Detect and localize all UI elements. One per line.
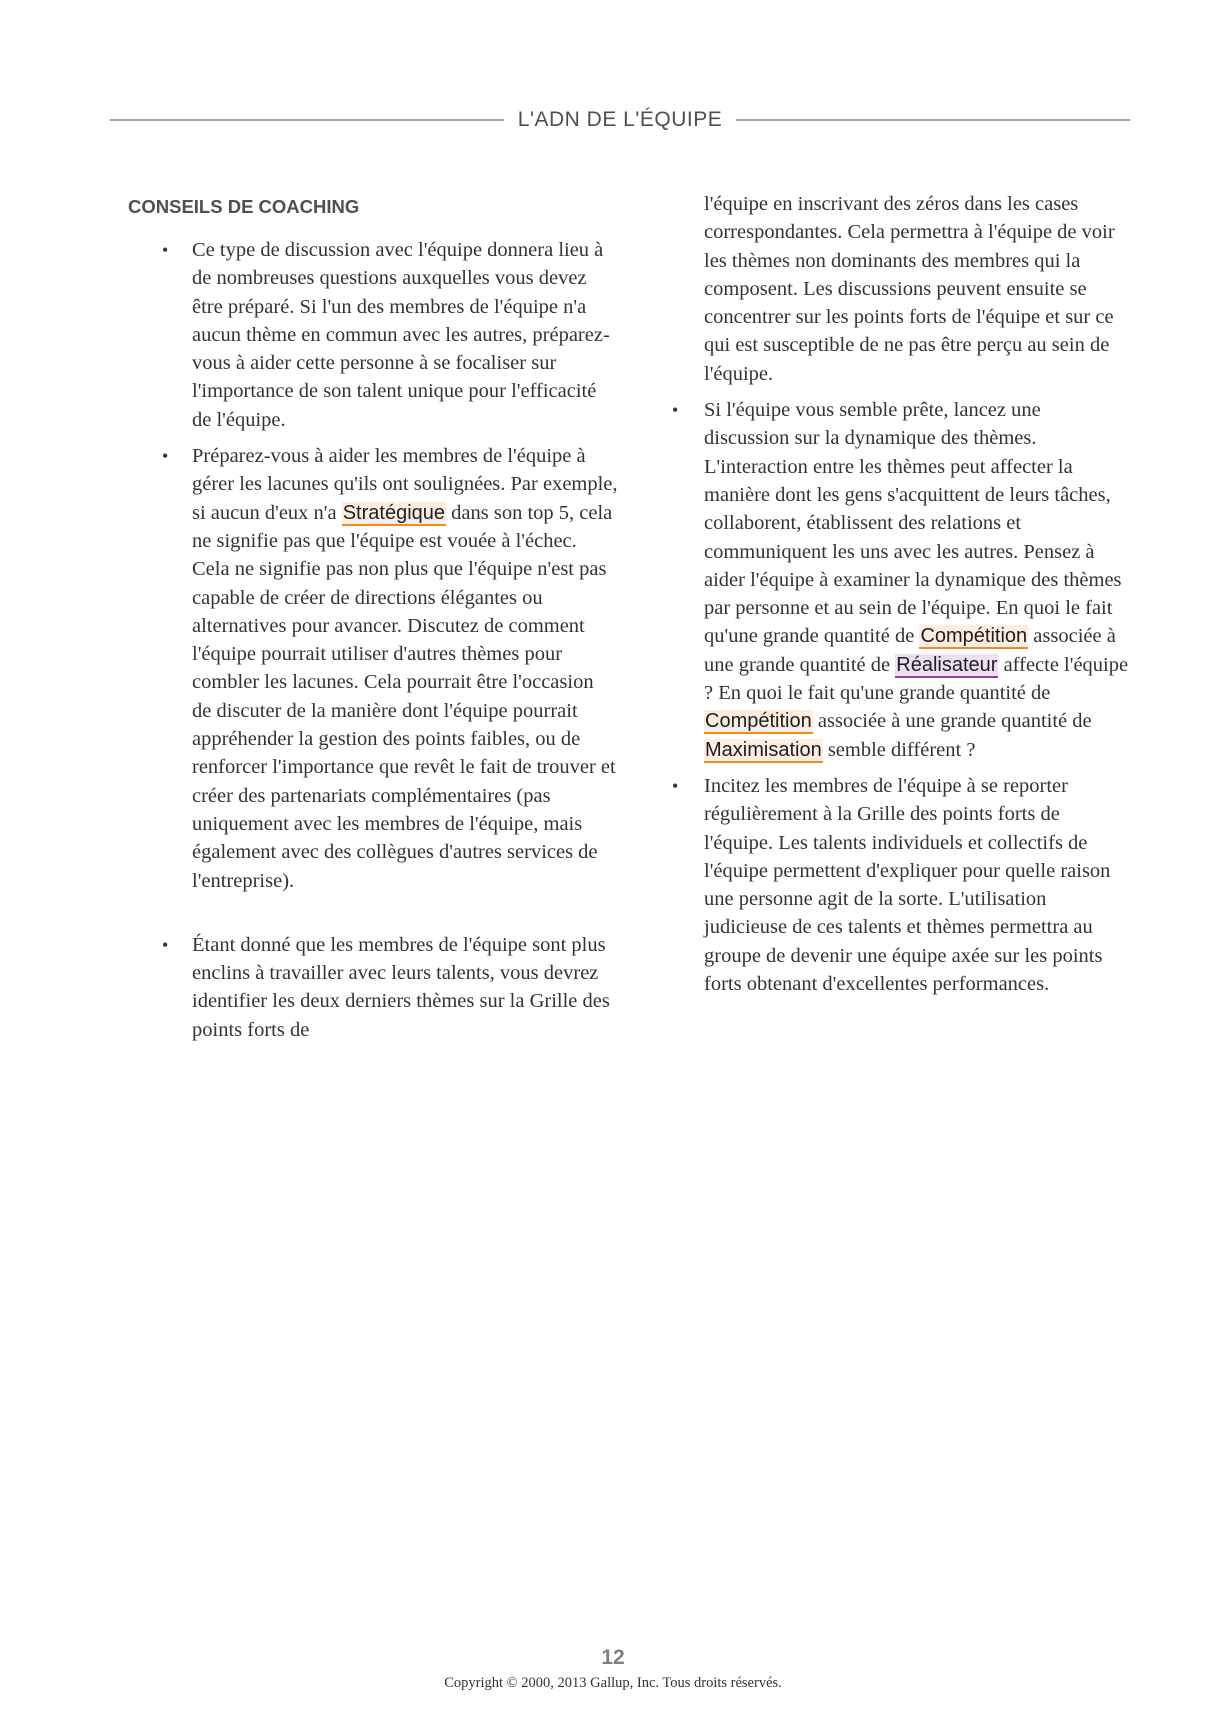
bullet-icon: •	[162, 934, 169, 955]
copyright-notice: Copyright © 2000, 2013 Gallup, Inc. Tous droits réservés.	[444, 1675, 782, 1691]
theme-tag-realisateur: Réalisateur	[896, 653, 998, 676]
tip-text: dans son top 5, cela ne signifie pas que l'équipe est vouée à l'échec. Cela ne signifie pas non plus que l'équipe n'est pas capable de créer de directions élégantes ou alternatives pour avancer. Discutez de comment l'équipe pourrait utiliser d'autres thèmes pour combler les lacunes. Cela pourrait être l'occasion de discuter de la manière dont l'équipe pourrait appréhender la gestion des points faibles, ou de renforcer l'importance que revêt le fait de trouver et créer des partenariats complémentaires (pas uniquement avec les membres de l'équipe, mais également avec des collègues d'autres services de l'entreprise).	[192, 501, 616, 892]
right-column	[660, 190, 1130, 1006]
tip-text: Étant donné que les membres de l'équipe sont plus enclins à travailler avec leurs talents, vous devrez identifier les deux derniers thèmes sur la Grille des points forts de	[192, 933, 610, 1041]
bullet-icon: •	[672, 775, 679, 796]
page-number: 12	[601, 1646, 625, 1669]
bullet-icon: •	[162, 240, 169, 260]
tip-text: associée à une grande quantité de	[812, 710, 1092, 733]
tip-continuation: l'équipe en inscrivant des zéros dans les cases correspondantes. Cela permettra à l'équipe de voir les thèmes non dominants des membres qui la composent. Les discussions peuvent ensuite se concentrer sur les points forts de l'équipe et sur ce qui est susceptible de ne pas être perçu au sein de l'équipe.	[704, 193, 1115, 385]
theme-tag-competition: Compétition	[705, 710, 812, 733]
tip-text: semble différent ?	[822, 738, 976, 761]
header-title: L'ADN DE L'ÉQUIPE	[517, 108, 723, 131]
theme-tag-competition: Compétition	[920, 625, 1028, 648]
header-rule-left	[110, 119, 504, 121]
spacer	[128, 903, 618, 931]
header-rule-right	[736, 119, 1130, 121]
bullet-icon: •	[672, 400, 679, 421]
bullet-icon: •	[162, 446, 169, 467]
tip-text: Incitez les membres de l'équipe à se reporter régulièrement à la Grille des points forts de l'équipe. Les talents individuels et collectifs de l'équipe permettent d'expliquer pour quelle raison une personne agit de la sorte. L'utilisation judicieuse de ces talents et thèmes permettra au groupe de devenir une équipe axée sur les points forts obtenant d'excellentes performances.	[704, 774, 1111, 996]
tip-text: affecte l'équipe ? En quoi le fait qu'une grande quantité de	[704, 653, 1129, 705]
coaching-tips-list-continued	[660, 396, 1130, 998]
list-item	[128, 931, 618, 1044]
tip-text: Ce type de discussion avec l'équipe donnera lieu à de nombreuses questions auxquelles vous devez être préparé. Si l'un des membres de l'équipe n'a aucun thème en commun avec les autres, préparez-vous à aider cette personne à se focaliser sur l'importance de son talent unique pour l'efficacité de l'équipe.	[192, 239, 610, 431]
tip-text: associée à une grande quantité de	[704, 625, 1116, 676]
section-title: CONSEILS DE COACHING	[128, 196, 360, 217]
list-item	[660, 772, 1130, 998]
list-item	[128, 442, 618, 895]
theme-tag-strategique: Stratégique	[342, 501, 446, 524]
list-item	[660, 396, 1130, 764]
tip-text: Si l'équipe vous semble prête, lancez une discussion sur la dynamique des thèmes. L'interaction entre les thèmes peut affecter la manière dont les gens s'acquittent de leurs tâches, collaborent, établissent des relations et communiquent les uns avec les autres. Pensez à aider l'équipe à examiner la dynamique des thèmes par personne et au sein de l'équipe. En quoi le fait qu'une grande quantité de	[704, 399, 1122, 648]
left-column	[128, 190, 618, 1052]
coaching-tips-list	[128, 236, 618, 1044]
page-header	[110, 105, 1130, 135]
theme-tag-maximisation: Maximisation	[705, 738, 822, 761]
tip-text: Préparez-vous à aider les membres de l'équipe à gérer les lacunes qu'ils ont soulignées. Par exemple, si aucun d'eux n'a	[192, 445, 618, 524]
list-item	[128, 236, 618, 434]
